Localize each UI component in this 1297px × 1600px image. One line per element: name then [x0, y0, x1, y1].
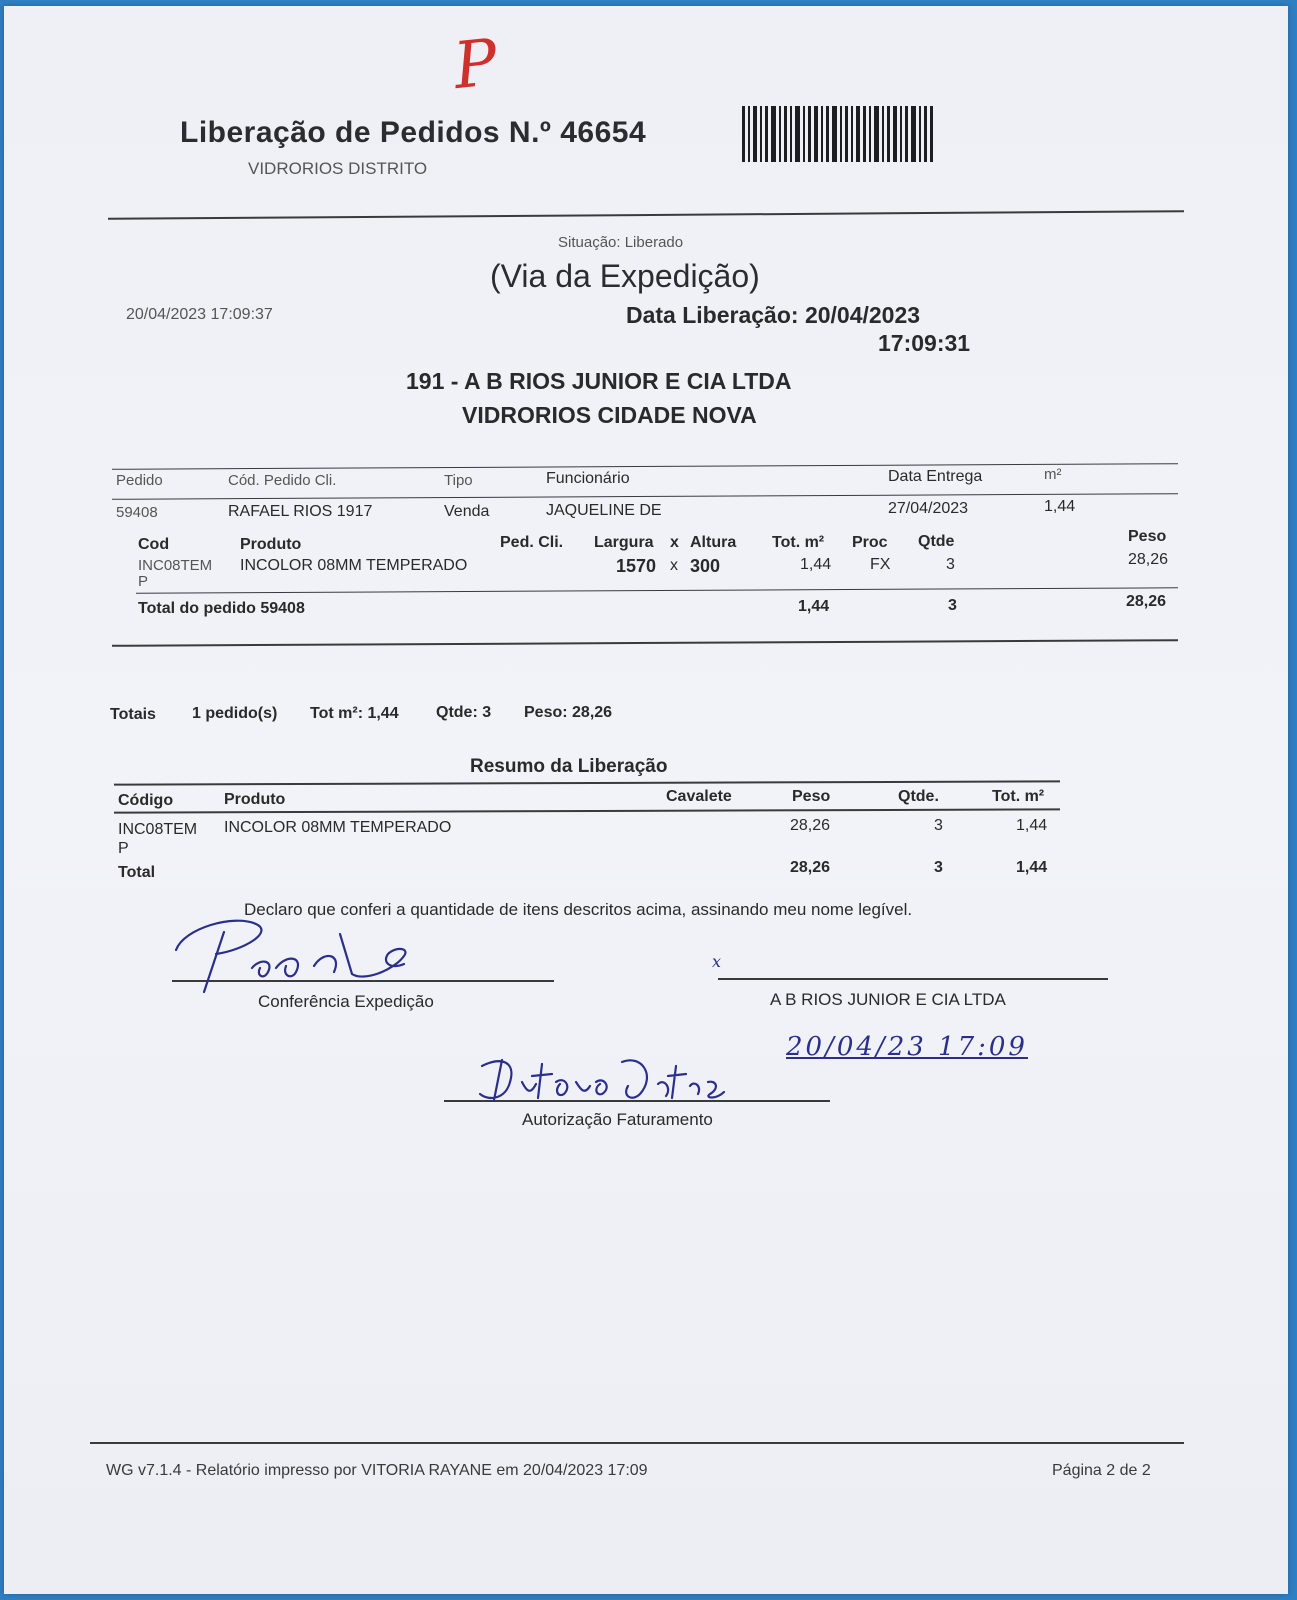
item-altura: 300: [690, 556, 721, 576]
cliente-label: A B RIOS JUNIOR E CIA LTDA: [770, 990, 1006, 1009]
totals-pedidos: 1 pedido(s): [192, 705, 278, 722]
item-col-peso: Peso: [1128, 528, 1167, 545]
handwritten-date: 20/04/23 17:09: [786, 1032, 1028, 1062]
order-data-entrega: 27/04/2023: [888, 500, 969, 517]
conferencia-label: Conferência Expedição: [258, 992, 434, 1011]
item-col-x: x: [670, 534, 679, 551]
order-pedido: 59408: [116, 504, 158, 521]
totals-peso: Peso: 28,26: [524, 704, 613, 721]
header-divider: [108, 210, 1184, 220]
item-largura: 1570: [616, 556, 657, 576]
item-col-ped-cli: Ped. Cli.: [500, 534, 564, 551]
status-text: Situação: Liberado: [558, 234, 684, 251]
page-number: Página 2 de 2: [1052, 1462, 1151, 1479]
release-time: 17:09:31: [878, 330, 971, 356]
col-data-entrega: Data Entrega: [888, 468, 983, 485]
client-name: 191 - A B RIOS JUNIOR E CIA LTDA: [406, 368, 792, 394]
summary-col-peso: Peso: [792, 788, 831, 805]
col-tipo: Tipo: [444, 472, 473, 489]
summary-col-produto: Produto: [224, 791, 286, 808]
cliente-signature-line: [718, 978, 1108, 980]
conferencia-signature-drawing: [164, 910, 424, 1000]
company-name: VIDRORIOS DISTRITO: [248, 159, 428, 178]
summary-total-label: Total: [118, 864, 156, 881]
col-funcionario: Funcionário: [546, 470, 630, 487]
declaration-text: Declaro que conferi a quantidade de itens descritos acima, assinando meu nome legível.: [244, 900, 913, 919]
item-col-qtde: Qtde: [918, 533, 955, 550]
totals-m2: Tot m²: 1,44: [310, 705, 399, 722]
item-peso: 28,26: [1128, 551, 1169, 568]
col-m2: m²: [1044, 466, 1062, 483]
item-col-proc: Proc: [852, 534, 888, 551]
print-timestamp: 20/04/2023 17:09:37: [126, 306, 273, 323]
order-header-line: [112, 493, 1178, 500]
item-total-line: [136, 587, 1178, 593]
item-qtde: 3: [946, 556, 955, 573]
via-title: (Via da Expedição): [490, 258, 760, 294]
handwritten-x: x: [712, 952, 722, 971]
order-total-label: Total do pedido 59408: [138, 600, 305, 617]
summary-row-codigo-line1: INC08TEM: [118, 821, 198, 838]
summary-col-tot-m2: Tot. m²: [992, 788, 1045, 805]
order-table-bottom-line: [112, 639, 1178, 647]
barcode: [742, 104, 934, 164]
document-title: Liberação de Pedidos N.º 46654: [180, 116, 647, 149]
autorizacao-label: Autorização Faturamento: [522, 1110, 713, 1129]
summary-row-peso: 28,26: [790, 817, 831, 834]
summary-total-qtde: 3: [934, 859, 943, 876]
item-col-altura: Altura: [690, 534, 737, 551]
summary-col-qtde: Qtde.: [898, 788, 939, 805]
summary-row-produto: INCOLOR 08MM TEMPERADO: [224, 819, 452, 836]
item-col-largura: Largura: [594, 534, 654, 551]
summary-row-tot-m2: 1,44: [1016, 817, 1048, 834]
release-date: Data Liberação: 20/04/2023: [626, 302, 921, 328]
order-m2: 1,44: [1044, 498, 1076, 515]
totals-qtde: Qtde: 3: [436, 704, 492, 721]
order-total-m2: 1,44: [798, 598, 830, 615]
summary-total-tot-m2: 1,44: [1016, 859, 1048, 876]
summary-row-codigo: [118, 820, 197, 858]
order-total-qtde: 3: [948, 597, 957, 614]
item-tot-m2: 1,44: [800, 556, 832, 573]
order-total-peso: 28,26: [1126, 593, 1167, 610]
client-branch: VIDRORIOS CIDADE NOVA: [462, 402, 757, 428]
summary-col-cavalete: Cavalete: [666, 788, 732, 805]
order-tipo: Venda: [444, 503, 490, 520]
order-funcionario: JAQUELINE DE: [546, 502, 662, 519]
order-cod-pedido-cli: RAFAEL RIOS 1917: [228, 503, 373, 520]
col-cod-pedido-cli: Cód. Pedido Cli.: [228, 472, 337, 489]
item-cod-line1: INC08TEM: [138, 557, 213, 574]
item-col-cod: Cod: [138, 536, 170, 553]
summary-col-codigo: Código: [118, 792, 174, 809]
autorizacao-signature-drawing: [472, 1046, 742, 1116]
item-proc: FX: [870, 556, 891, 573]
item-col-produto: Produto: [240, 536, 302, 553]
item-produto: INCOLOR 08MM TEMPERADO: [240, 557, 468, 574]
item-cod: [138, 558, 212, 590]
footer-line: [90, 1442, 1184, 1444]
order-table-top-line: [112, 463, 1178, 470]
document-page: [4, 6, 1288, 1594]
red-mark: P: [450, 25, 501, 105]
item-cod-line2: P: [138, 573, 149, 590]
item-x: x: [670, 557, 678, 574]
summary-header-line: [114, 808, 1060, 813]
footer-left-text: WG v7.1.4 - Relatório impresso por VITORIA RAYANE em 20/04/2023 17:09: [106, 1462, 648, 1479]
totals-label: Totais: [110, 706, 156, 723]
summary-row-codigo-line2: P: [118, 840, 129, 857]
item-col-tot-m2: Tot. m²: [772, 534, 825, 551]
summary-row-qtde: 3: [934, 817, 943, 834]
summary-total-peso: 28,26: [790, 859, 831, 876]
summary-title: Resumo da Liberação: [470, 756, 668, 777]
col-pedido: Pedido: [116, 472, 163, 489]
summary-top-line: [114, 780, 1060, 785]
